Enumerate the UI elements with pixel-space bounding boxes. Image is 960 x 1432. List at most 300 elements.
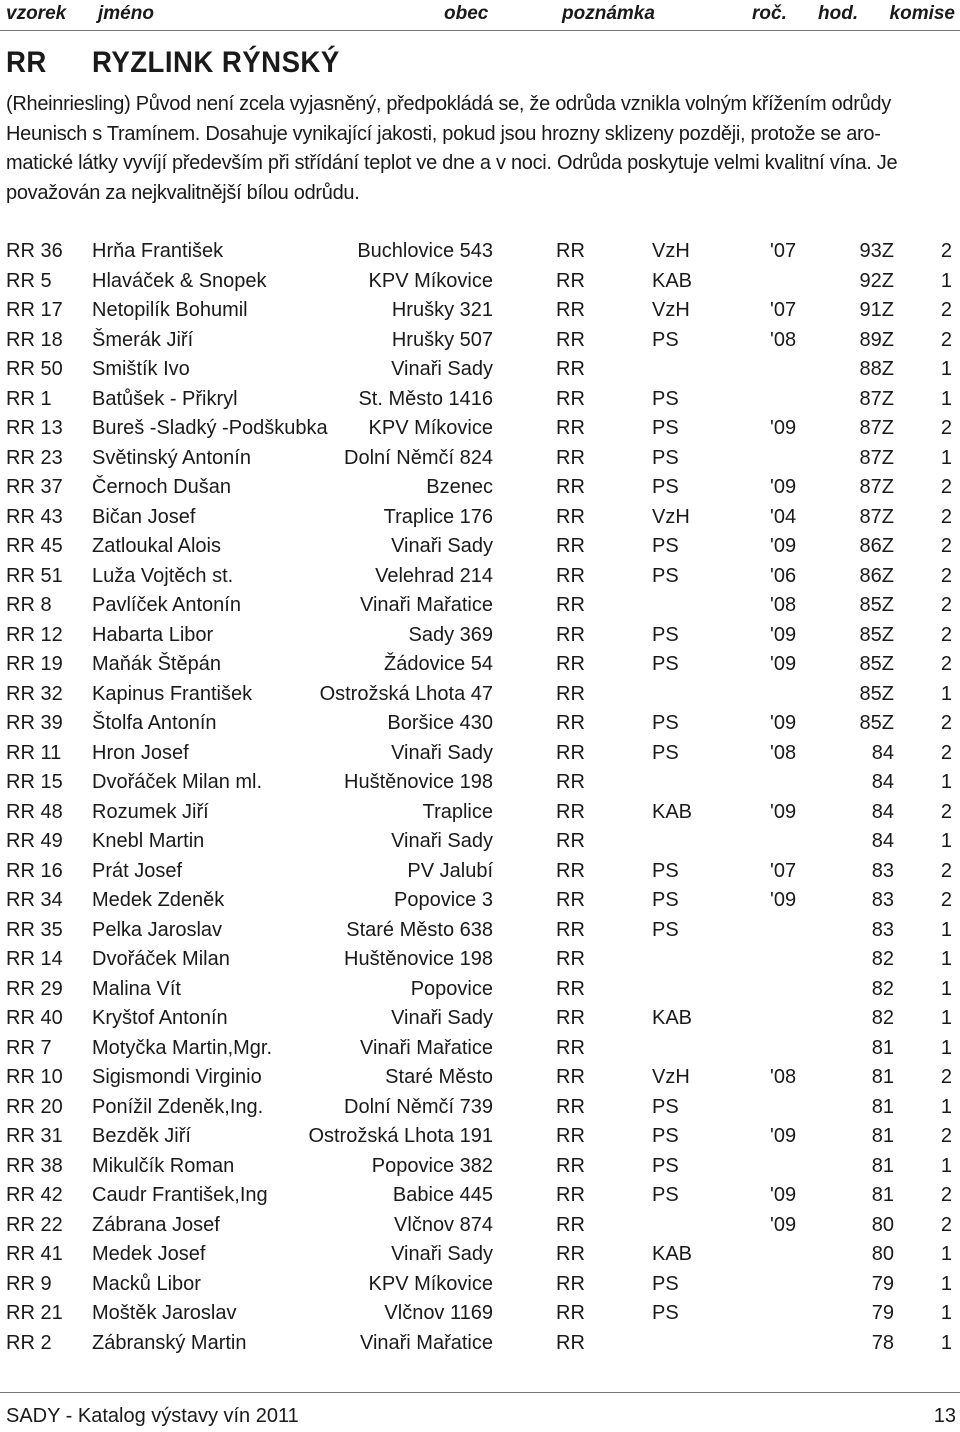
entry-code: RR 31 xyxy=(6,1125,63,1147)
entry-code: RR 45 xyxy=(6,535,63,557)
entry-note: RR xyxy=(556,387,585,410)
entry-note: RR xyxy=(556,741,585,764)
entry-year: '07 xyxy=(770,299,797,321)
entry-score: 80 xyxy=(871,1243,894,1265)
entry-code: RR 43 xyxy=(6,505,63,528)
entry-place: Vinaři Sady xyxy=(391,1007,493,1029)
entry-score: 84 xyxy=(871,771,894,793)
entry-score: 81 xyxy=(871,1036,894,1059)
entry-award: PS xyxy=(652,1095,679,1118)
variety-description xyxy=(6,90,954,208)
entry-code: RR 37 xyxy=(6,476,63,498)
entry-place: Huštěnovice 198 xyxy=(344,771,493,793)
entry-year: '09 xyxy=(770,623,797,646)
entry-award: PS xyxy=(652,1184,679,1206)
entry-code: RR 14 xyxy=(6,948,63,970)
entry-panel: 1 xyxy=(940,977,952,1000)
entry-note: RR xyxy=(556,535,585,557)
table-row xyxy=(0,1182,960,1212)
entry-place: Staré Město 638 xyxy=(346,918,493,941)
entry-panel: 2 xyxy=(940,1213,952,1236)
entry-score: 87Z xyxy=(859,476,894,498)
entry-panel: 1 xyxy=(940,446,952,469)
entry-panel: 2 xyxy=(940,800,952,823)
entry-award: PS xyxy=(652,564,679,587)
entry-score: 83 xyxy=(871,889,894,911)
entry-place: St. Město 1416 xyxy=(358,387,493,410)
entry-panel: 1 xyxy=(940,682,952,705)
entry-score: 85Z xyxy=(859,653,894,675)
entry-code: RR 42 xyxy=(6,1184,63,1206)
entry-name: Štolfa Antonín xyxy=(92,712,217,734)
entry-year: '07 xyxy=(770,240,797,262)
entry-place: Žádovice 54 xyxy=(384,653,493,675)
entry-place: Buchlovice 543 xyxy=(357,240,493,262)
entry-name: Dvořáček Milan ml. xyxy=(92,771,263,793)
entry-code: RR 51 xyxy=(6,564,63,587)
entry-name: Zatloukal Alois xyxy=(92,535,221,557)
column-header-roc: roč. xyxy=(752,3,787,24)
entry-award: PS xyxy=(652,741,679,764)
entry-name: Prát Josef xyxy=(92,859,183,882)
entry-note: RR xyxy=(556,1125,585,1147)
entry-code: RR 49 xyxy=(6,830,63,852)
entry-place: Dolní Němčí 739 xyxy=(344,1095,493,1118)
entry-place: Vinaři Mařatice xyxy=(359,1036,493,1059)
entry-note: RR xyxy=(556,476,585,498)
entry-score: 85Z xyxy=(859,682,894,705)
entry-name: Dvořáček Milan xyxy=(92,948,230,970)
entry-panel: 1 xyxy=(940,948,952,970)
entry-note: RR xyxy=(556,653,585,675)
entry-score: 81 xyxy=(871,1095,894,1118)
wine-entries-list xyxy=(0,238,960,1359)
table-row xyxy=(0,356,960,386)
entry-code: RR 16 xyxy=(6,859,63,882)
table-row xyxy=(0,1094,960,1124)
entry-panel: 1 xyxy=(940,771,952,793)
table-row xyxy=(0,1005,960,1035)
entry-place: Vinaři Sady xyxy=(391,830,493,852)
entry-code: RR 21 xyxy=(6,1302,63,1324)
entry-score: 87Z xyxy=(859,446,894,469)
entry-name: Knebl Martin xyxy=(92,830,205,852)
entry-name: Batůšek - Přikryl xyxy=(92,387,238,410)
entry-score: 84 xyxy=(871,830,894,852)
entry-panel: 2 xyxy=(940,328,952,351)
table-row xyxy=(0,858,960,888)
entry-score: 83 xyxy=(871,859,894,882)
entry-note: RR xyxy=(556,830,585,852)
entry-score: 87Z xyxy=(859,387,894,410)
table-row xyxy=(0,238,960,268)
entry-note: RR xyxy=(556,918,585,941)
entry-note: RR xyxy=(556,564,585,587)
entry-code: RR 10 xyxy=(6,1066,63,1088)
entry-note: RR xyxy=(556,889,585,911)
entry-panel: 2 xyxy=(940,535,952,557)
entry-panel: 2 xyxy=(940,1066,952,1088)
entry-note: RR xyxy=(556,771,585,793)
entry-name: Moštěk Jaroslav xyxy=(92,1302,237,1324)
table-row xyxy=(0,1123,960,1153)
entry-name: Netopilík Bohumil xyxy=(92,299,248,321)
column-header-jmeno: jméno xyxy=(98,3,154,24)
entry-note: RR xyxy=(556,859,585,882)
entry-panel: 2 xyxy=(940,505,952,528)
entry-place: Vinaři Sady xyxy=(391,358,493,380)
table-row xyxy=(0,681,960,711)
entry-award: VzH xyxy=(652,240,690,262)
entry-note: RR xyxy=(556,800,585,823)
entry-code: RR 34 xyxy=(6,889,63,911)
entry-year: '08 xyxy=(770,594,797,616)
entry-award: PS xyxy=(652,446,679,469)
column-header-row xyxy=(0,0,960,31)
entry-place: Vinaři Sady xyxy=(391,1243,493,1265)
entry-score: 81 xyxy=(871,1184,894,1206)
entry-note: RR xyxy=(556,328,585,351)
entry-award: PS xyxy=(652,476,679,498)
entry-panel: 2 xyxy=(940,712,952,734)
entry-score: 85Z xyxy=(859,712,894,734)
description-line: Heunisch s Tramínem. Dosahuje vynikající jakosti, pokud jsou hrozny sklizeny později, protože se aro- xyxy=(6,122,881,145)
entry-code: RR 29 xyxy=(6,977,63,1000)
table-row xyxy=(0,1330,960,1360)
entry-score: 78 xyxy=(871,1331,894,1354)
entry-name: Zábranský Martin xyxy=(92,1331,247,1354)
entry-award: PS xyxy=(652,1272,679,1295)
entry-year: '08 xyxy=(770,328,797,351)
entry-score: 81 xyxy=(871,1125,894,1147)
entry-award: PS xyxy=(652,653,679,675)
entry-score: 81 xyxy=(871,1066,894,1088)
entry-award: PS xyxy=(652,387,679,410)
entry-code: RR 17 xyxy=(6,299,63,321)
table-row xyxy=(0,415,960,445)
column-header-poznamka: poznámka xyxy=(562,3,655,24)
entry-place: Vinaři Mařatice xyxy=(359,1331,493,1354)
entry-name: Mikulčík Roman xyxy=(92,1154,235,1177)
entry-name: Bezděk Jiří xyxy=(92,1125,191,1147)
entry-year: '08 xyxy=(770,1066,797,1088)
entry-year: '09 xyxy=(770,889,797,911)
entry-name: Rozumek Jiří xyxy=(92,800,209,823)
table-row xyxy=(0,917,960,947)
entry-place: Ostrožská Lhota 47 xyxy=(319,682,493,705)
entry-code: RR 5 xyxy=(6,269,52,292)
entry-place: Traplice xyxy=(422,800,493,823)
column-header-hod: hod. xyxy=(818,3,859,24)
entry-score: 79 xyxy=(871,1302,894,1324)
entry-note: RR xyxy=(556,269,585,292)
entry-year: '09 xyxy=(770,417,797,439)
entry-note: RR xyxy=(556,948,585,970)
entry-award: VzH xyxy=(652,299,690,321)
entry-note: RR xyxy=(556,1302,585,1324)
entry-code: RR 50 xyxy=(6,358,63,380)
column-header-obec: obec xyxy=(444,3,489,24)
entry-name: Caudr František,Ing xyxy=(92,1184,268,1206)
entry-panel: 1 xyxy=(940,1007,952,1029)
entry-code: RR 9 xyxy=(6,1272,52,1295)
entry-code: RR 12 xyxy=(6,623,63,646)
entry-panel: 1 xyxy=(940,1243,952,1265)
table-row xyxy=(0,946,960,976)
entry-name: Medek Zdeněk xyxy=(92,889,225,911)
table-row xyxy=(0,268,960,298)
table-row xyxy=(0,445,960,475)
entry-score: 83 xyxy=(871,918,894,941)
entry-panel: 1 xyxy=(940,1095,952,1118)
entry-score: 79 xyxy=(871,1272,894,1295)
entry-place: Huštěnovice 198 xyxy=(344,948,493,970)
entry-year: '09 xyxy=(770,1184,797,1206)
entry-name: Bureš -Sladký -Podškubka xyxy=(92,417,328,439)
entry-code: RR 36 xyxy=(6,240,63,262)
column-header-komise: komise xyxy=(889,3,955,24)
entry-note: RR xyxy=(556,1154,585,1177)
entry-place: Popovice 382 xyxy=(371,1154,493,1177)
table-row xyxy=(0,976,960,1006)
entry-year: '09 xyxy=(770,535,797,557)
table-row xyxy=(0,563,960,593)
entry-score: 84 xyxy=(871,800,894,823)
entry-panel: 2 xyxy=(940,1125,952,1147)
entry-code: RR 20 xyxy=(6,1095,63,1118)
table-row xyxy=(0,1064,960,1094)
entry-note: RR xyxy=(556,977,585,1000)
entry-note: RR xyxy=(556,240,585,262)
entry-panel: 1 xyxy=(940,269,952,292)
entry-panel: 2 xyxy=(940,741,952,764)
entry-place: Hrušky 507 xyxy=(391,328,493,351)
entry-name: Maňák Štěpán xyxy=(92,653,221,675)
entry-place: Ostrožská Lhota 191 xyxy=(308,1125,493,1147)
table-row xyxy=(0,504,960,534)
entry-code: RR 35 xyxy=(6,918,63,941)
entry-score: 84 xyxy=(871,741,894,764)
entry-place: Popovice 3 xyxy=(394,889,493,911)
entry-name: Hron Josef xyxy=(92,741,189,764)
entry-year: '09 xyxy=(770,476,797,498)
entry-score: 87Z xyxy=(859,505,894,528)
entry-panel: 1 xyxy=(940,387,952,410)
entry-panel: 1 xyxy=(940,1302,952,1324)
entry-panel: 2 xyxy=(940,299,952,321)
entry-code: RR 8 xyxy=(6,594,52,616)
entry-award: PS xyxy=(652,535,679,557)
entry-panel: 1 xyxy=(940,358,952,380)
table-row xyxy=(0,1212,960,1242)
entry-name: Luža Vojtěch st. xyxy=(92,564,234,587)
entry-name: Motyčka Martin,Mgr. xyxy=(92,1036,273,1059)
footer-divider xyxy=(0,1392,960,1393)
entry-panel: 2 xyxy=(940,476,952,498)
entry-year: '09 xyxy=(770,712,797,734)
entry-note: RR xyxy=(556,594,585,616)
entry-note: RR xyxy=(556,623,585,646)
entry-note: RR xyxy=(556,1036,585,1059)
entry-score: 89Z xyxy=(859,328,894,351)
entry-year: '09 xyxy=(770,653,797,675)
table-row xyxy=(0,592,960,622)
entry-name: Hlaváček & Snopek xyxy=(92,269,267,292)
table-row xyxy=(0,297,960,327)
entry-note: RR xyxy=(556,358,585,380)
entry-panel: 1 xyxy=(940,918,952,941)
entry-note: RR xyxy=(556,682,585,705)
table-row xyxy=(0,474,960,504)
entry-year: '04 xyxy=(770,505,797,528)
entry-award: KAB xyxy=(652,269,693,292)
entry-name: Malina Vít xyxy=(92,977,181,1000)
entry-note: RR xyxy=(556,712,585,734)
table-row xyxy=(0,1153,960,1183)
entry-score: 92Z xyxy=(859,269,894,292)
table-row xyxy=(0,887,960,917)
entry-panel: 1 xyxy=(940,830,952,852)
entry-name: Ponížil Zdeněk,Ing. xyxy=(92,1095,264,1118)
table-row xyxy=(0,828,960,858)
entry-code: RR 22 xyxy=(6,1213,63,1236)
entry-score: 85Z xyxy=(859,594,894,616)
entry-panel: 2 xyxy=(940,417,952,439)
entry-year: '09 xyxy=(770,800,797,823)
entry-panel: 2 xyxy=(940,859,952,882)
entry-name: Černoch Dušan xyxy=(92,476,231,498)
entry-award: PS xyxy=(652,1154,679,1177)
entry-code: RR 11 xyxy=(6,741,62,764)
entry-panel: 2 xyxy=(940,240,952,262)
entry-place: Vinaři Mařatice xyxy=(359,594,493,616)
entry-code: RR 13 xyxy=(6,417,63,439)
table-row xyxy=(0,710,960,740)
entry-code: RR 38 xyxy=(6,1154,63,1177)
entry-panel: 1 xyxy=(940,1154,952,1177)
table-row xyxy=(0,533,960,563)
entry-score: 85Z xyxy=(859,623,894,646)
entry-note: RR xyxy=(556,299,585,321)
entry-place: Popovice xyxy=(410,977,493,1000)
entry-name: Medek Josef xyxy=(92,1243,206,1265)
entry-place: KPV Míkovice xyxy=(368,1272,493,1295)
entry-panel: 2 xyxy=(940,564,952,587)
entry-name: Kapinus František xyxy=(92,682,253,705)
entry-award: PS xyxy=(652,417,679,439)
footer-page-number: 13 xyxy=(933,1405,956,1427)
entry-score: 86Z xyxy=(859,564,894,587)
entry-note: RR xyxy=(556,1095,585,1118)
entry-note: RR xyxy=(556,417,585,439)
entry-award: PS xyxy=(652,889,679,911)
entry-place: Boršice 430 xyxy=(387,712,493,734)
entry-code: RR 2 xyxy=(6,1331,52,1354)
entry-panel: 1 xyxy=(940,1331,952,1354)
entry-name: Smištík Ivo xyxy=(92,358,190,380)
entry-place: KPV Míkovice xyxy=(368,269,493,292)
entry-note: RR xyxy=(556,505,585,528)
table-row xyxy=(0,1271,960,1301)
entry-place: Hrušky 321 xyxy=(391,299,493,321)
entry-note: RR xyxy=(556,1066,585,1088)
entry-code: RR 1 xyxy=(6,387,52,410)
entry-panel: 2 xyxy=(940,653,952,675)
entry-award: PS xyxy=(652,1125,679,1147)
table-row xyxy=(0,651,960,681)
description-line: (Rheinriesling) Původ není zcela vyjasněný, předpokládá se, že odrůda vznikla volným křížením odrůdy xyxy=(6,93,891,115)
entry-code: RR 7 xyxy=(6,1036,52,1059)
entry-award: KAB xyxy=(652,800,693,823)
entry-name: Macků Libor xyxy=(92,1272,201,1295)
table-row xyxy=(0,799,960,829)
entry-award: PS xyxy=(652,859,679,882)
entry-note: RR xyxy=(556,446,585,469)
entry-place: Vinaři Sady xyxy=(391,535,493,557)
entry-place: Staré Město xyxy=(385,1066,493,1088)
entry-code: RR 39 xyxy=(6,712,63,734)
entry-code: RR 32 xyxy=(6,682,63,705)
table-row xyxy=(0,386,960,416)
column-header-vzorek: vzorek xyxy=(6,3,67,24)
entry-note: RR xyxy=(556,1331,585,1354)
entry-score: 82 xyxy=(871,977,894,1000)
entry-score: 82 xyxy=(871,948,894,970)
entry-score: 82 xyxy=(871,1007,894,1029)
entry-score: 80 xyxy=(871,1213,894,1236)
table-row xyxy=(0,1241,960,1271)
entry-name: Pelka Jaroslav xyxy=(92,918,223,941)
entry-panel: 2 xyxy=(940,623,952,646)
entry-place: Vlčnov 874 xyxy=(394,1213,493,1236)
entry-award: PS xyxy=(652,918,679,941)
entry-note: RR xyxy=(556,1184,585,1206)
entry-award: VzH xyxy=(652,1066,690,1088)
entry-panel: 2 xyxy=(940,1184,952,1206)
entry-place: Vinaři Sady xyxy=(391,741,493,764)
entry-award: KAB xyxy=(652,1243,693,1265)
entry-year: '06 xyxy=(770,564,797,587)
table-row xyxy=(0,740,960,770)
entry-code: RR 15 xyxy=(6,771,63,793)
entry-name: Bičan Josef xyxy=(92,505,196,528)
entry-score: 91Z xyxy=(859,299,894,321)
table-row xyxy=(0,622,960,652)
entry-place: Bzenec xyxy=(426,476,493,498)
entry-code: RR 19 xyxy=(6,653,63,675)
entry-panel: 1 xyxy=(940,1272,952,1295)
table-row xyxy=(0,1300,960,1330)
entry-place: Sady 369 xyxy=(408,623,493,646)
entry-name: Pavlíček Antonín xyxy=(92,594,241,616)
entry-name: Světinský Antonín xyxy=(92,446,251,469)
entry-place: Dolní Němčí 824 xyxy=(344,446,493,469)
entry-name: Habarta Libor xyxy=(92,623,214,646)
entry-code: RR 48 xyxy=(6,800,63,823)
entry-year: '08 xyxy=(770,741,797,764)
entry-award: PS xyxy=(652,623,679,646)
variety-code: RR xyxy=(6,46,47,79)
entry-year: '07 xyxy=(770,859,797,882)
entry-award: PS xyxy=(652,328,679,351)
variety-name: RYZLINK RÝNSKÝ xyxy=(92,46,340,79)
entry-note: RR xyxy=(556,1243,585,1265)
entry-award: VzH xyxy=(652,505,690,528)
entry-code: RR 23 xyxy=(6,446,63,469)
entry-name: Zábrana Josef xyxy=(92,1213,220,1236)
entry-panel: 2 xyxy=(940,594,952,616)
entry-place: Velehrad 214 xyxy=(375,564,493,587)
